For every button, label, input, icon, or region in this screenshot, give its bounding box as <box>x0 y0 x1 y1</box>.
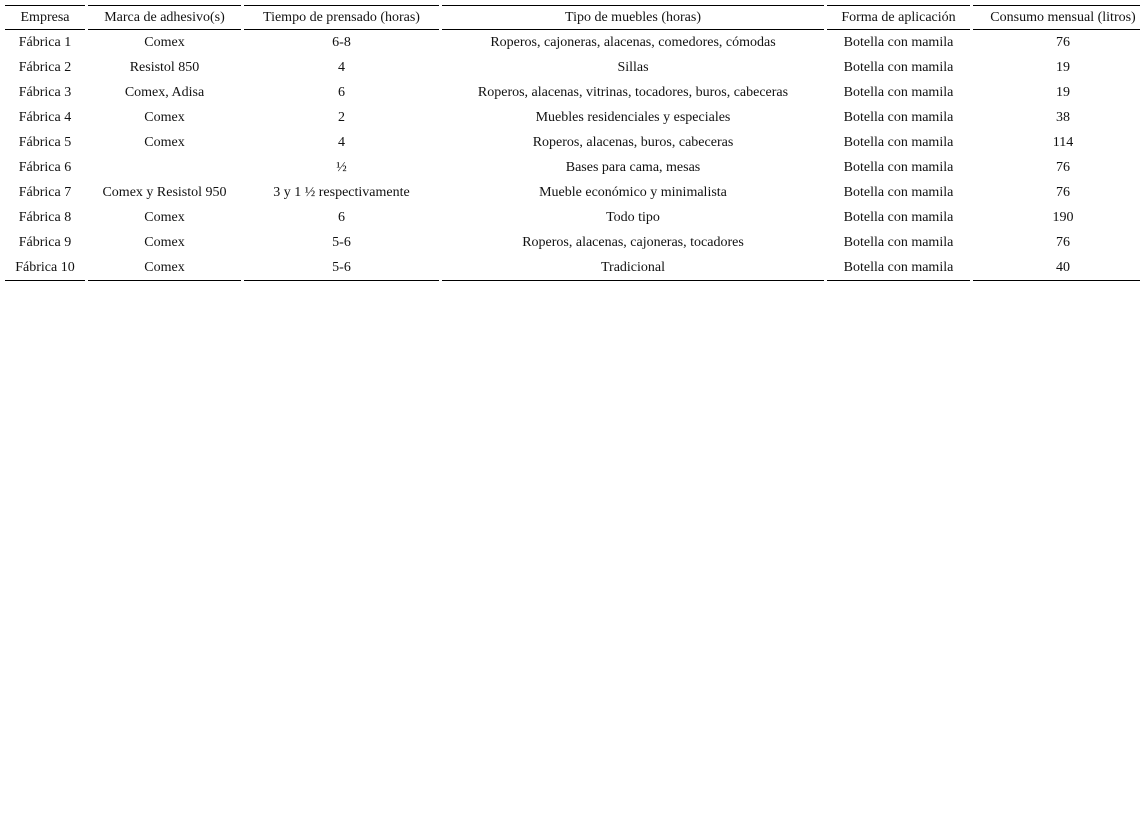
header-tiempo-prensado: Tiempo de prensado (horas) <box>244 5 439 30</box>
cell-empresa: Fábrica 3 <box>18 85 72 100</box>
cell-marca: Comex <box>144 35 185 50</box>
cell-forma: Botella con mamila <box>843 85 954 100</box>
table-row <box>5 230 1140 255</box>
cell-empresa: Fábrica 10 <box>5 255 85 281</box>
cell-tiempo: 6 <box>338 85 345 100</box>
cell-tipo: Roperos, alacenas, cajoneras, tocadores <box>522 235 744 250</box>
cell-consumo: 19 <box>1056 60 1070 75</box>
cell-tipo: Todo tipo <box>606 210 660 225</box>
header-marca-adhesivo: Marca de adhesivo(s) <box>88 5 241 30</box>
cell-tipo: Roperos, cajoneras, alacenas, comedores, cómodas <box>490 35 776 50</box>
table-row <box>5 30 1140 55</box>
cell-tipo: Muebles residenciales y especiales <box>535 110 731 125</box>
header-forma-aplicacion: Forma de aplicación <box>827 5 970 30</box>
cell-tiempo: 5-6 <box>244 255 439 281</box>
adhesive-usage-table-container <box>5 5 1135 281</box>
cell-consumo: 40 <box>973 255 1140 281</box>
cell-marca: Comex, Adisa <box>124 85 205 100</box>
cell-forma: Botella con mamila <box>843 185 954 200</box>
cell-marca: Comex y Resistol 950 <box>102 185 227 200</box>
cell-tiempo: 4 <box>338 135 345 150</box>
header-row <box>5 5 1140 30</box>
cell-empresa: Fábrica 8 <box>18 210 72 225</box>
table-row <box>5 180 1140 205</box>
cell-forma: Botella con mamila <box>843 160 954 175</box>
cell-tiempo: 5-6 <box>332 235 351 250</box>
table-row <box>5 255 1140 281</box>
cell-tiempo: 6-8 <box>332 35 351 50</box>
cell-marca: Comex <box>144 235 185 250</box>
cell-tiempo: 6 <box>338 210 345 225</box>
cell-consumo: 190 <box>1052 210 1074 225</box>
cell-empresa: Fábrica 9 <box>18 235 72 250</box>
table-row <box>5 130 1140 155</box>
cell-tipo: Tradicional <box>442 255 824 281</box>
header-tipo-muebles: Tipo de muebles (horas) <box>442 5 824 30</box>
cell-consumo: 38 <box>1056 110 1070 125</box>
cell-tipo: Mueble económico y minimalista <box>539 185 727 200</box>
cell-empresa: Fábrica 2 <box>18 60 72 75</box>
cell-empresa: Fábrica 6 <box>18 160 72 175</box>
cell-consumo: 76 <box>1056 235 1070 250</box>
cell-forma: Botella con mamila <box>827 255 970 281</box>
cell-empresa: Fábrica 5 <box>18 135 72 150</box>
cell-forma: Botella con mamila <box>843 110 954 125</box>
cell-marca: Comex <box>88 255 241 281</box>
cell-tiempo: 4 <box>338 60 345 75</box>
table-row <box>5 105 1140 130</box>
table-row <box>5 205 1140 230</box>
cell-forma: Botella con mamila <box>843 35 954 50</box>
cell-consumo: 76 <box>1056 160 1070 175</box>
cell-forma: Botella con mamila <box>843 235 954 250</box>
cell-consumo: 114 <box>1052 135 1074 150</box>
table-row <box>5 80 1140 105</box>
cell-marca: Comex <box>144 210 185 225</box>
cell-marca: Comex <box>144 135 185 150</box>
cell-consumo: 76 <box>1056 35 1070 50</box>
cell-tipo: Roperos, alacenas, vitrinas, tocadores, buros, cabeceras <box>477 85 789 100</box>
cell-forma: Botella con mamila <box>843 135 954 150</box>
cell-empresa: Fábrica 7 <box>18 185 72 200</box>
cell-marca: Resistol 850 <box>129 60 200 75</box>
header-consumo-mensual: Consumo mensual (litros) <box>973 5 1140 30</box>
cell-tipo: Sillas <box>617 60 649 75</box>
cell-marca <box>88 155 241 180</box>
cell-tipo: Roperos, alacenas, buros, cabeceras <box>532 135 734 150</box>
cell-marca: Comex <box>144 110 185 125</box>
cell-tiempo: 2 <box>338 110 345 125</box>
cell-consumo: 76 <box>1056 185 1070 200</box>
adhesive-usage-table <box>2 5 1140 281</box>
header-empresa: Empresa <box>5 5 85 30</box>
cell-empresa: Fábrica 1 <box>18 35 72 50</box>
cell-tipo: Bases para cama, mesas <box>565 160 701 175</box>
cell-empresa: Fábrica 4 <box>18 110 72 125</box>
table-row <box>5 155 1140 180</box>
table-row <box>5 55 1140 80</box>
cell-forma: Botella con mamila <box>843 60 954 75</box>
cell-consumo: 19 <box>1056 85 1070 100</box>
cell-forma: Botella con mamila <box>843 210 954 225</box>
cell-tiempo: 3 y 1 ½ respectivamente <box>273 185 410 200</box>
cell-tiempo: ½ <box>336 160 347 175</box>
